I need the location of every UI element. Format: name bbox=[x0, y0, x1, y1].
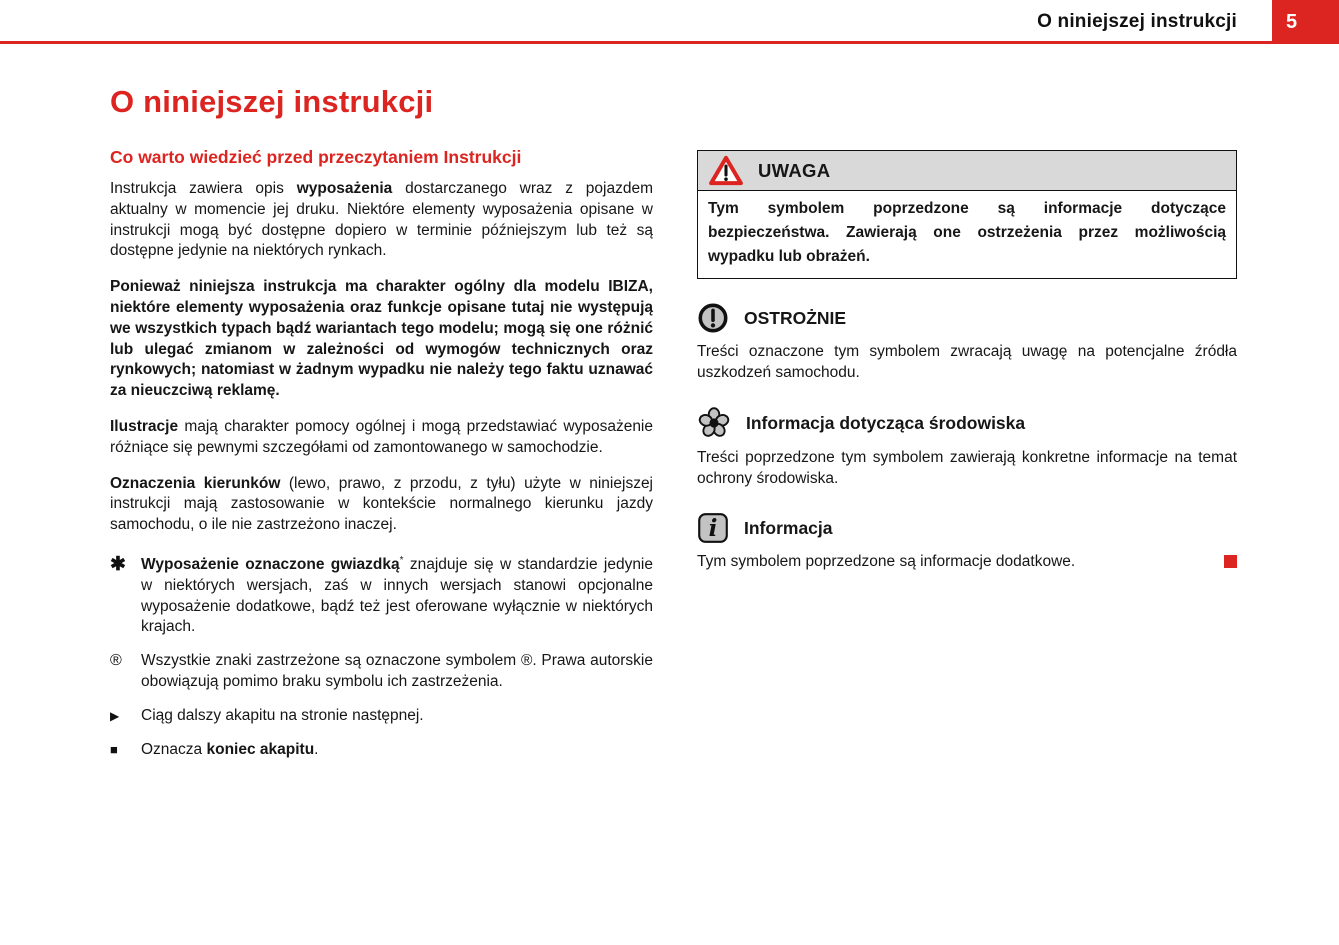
registered-trademark-icon: ® bbox=[110, 652, 122, 670]
page-number: 5 bbox=[1286, 11, 1298, 33]
legend-item-continuation bbox=[110, 706, 653, 727]
bold-term: wyposażenia bbox=[296, 180, 393, 197]
warning-box-header bbox=[698, 151, 1236, 191]
paragraph-text: Instrukcja zawiera opis bbox=[110, 180, 297, 197]
star-symbol-icon: ✱ bbox=[110, 553, 126, 575]
running-header-title: O niniejszej instrukcji bbox=[1037, 11, 1237, 32]
paragraph-text: znajduje się w standardzie jedynie w niektórych wersjach, zaś w innych wersjach stanowi opcjonalne wyposażenie dodatkowe, bądź też jest oferowane wyłącznie w niektórych krajach. bbox=[141, 555, 653, 636]
warning-body: Tym symbolem poprzedzone są informacje dotyczące bezpieczeństwa. Zawierają one ostrzeżenia przez możliwością wypadku lub obrażeń. bbox=[708, 200, 1226, 265]
paragraph-directions bbox=[110, 474, 653, 536]
warning-triangle-icon bbox=[708, 154, 744, 187]
bold-term: Wyposażenie oznaczone gwiazdką bbox=[141, 555, 400, 573]
asterisk-superscript: * bbox=[399, 554, 404, 566]
section-heading: Co warto wiedzieć przed przeczytaniem Instrukcji bbox=[110, 147, 522, 167]
bold-term: Ilustracje bbox=[110, 417, 179, 435]
paragraph-text: (lewo, prawo, z przodu, z tyłu) użyte w niniejszej instrukcji mają zastosowanie w kontekście normalnego kierunku jazdy samochodu, o ile nie zastrzeżono inaczej. bbox=[110, 474, 654, 534]
caution-circle-icon bbox=[697, 302, 729, 334]
legend-text bbox=[141, 740, 653, 761]
environment-section bbox=[697, 406, 1237, 489]
end-square-icon: ■ bbox=[110, 741, 118, 757]
continuation-triangle-icon: ▶ bbox=[110, 708, 120, 723]
left-column bbox=[110, 147, 653, 761]
paragraph-text: mają charakter pomocy ogólnej i mogą przedstawiać wyposażenie różniące się pewnymi szczegółami od zamontowanego w samochodzie. bbox=[110, 417, 653, 456]
paragraph-model-disclaimer: Ponieważ niniejsza instrukcja ma charakter ogólny dla modelu IBIZA, niektóre elementy wyposażenia oraz funkcje opisane tutaj nie występują we wszystkich typach bądź wariantach tego modelu; mogą się one różnić lub ulegać zmianom w zależności od wymogów technicznych oraz rynkowych; natomiast w żadnym wypadku nie należy tego faktu uznawać za nieuczciwą reklamę. bbox=[110, 278, 653, 400]
legend-text: Wszystkie znaki zastrzeżone są oznaczone symbolem ®. Prawa autorskie obowiązują pomimo braku symbolu ich zastrzeżenia. bbox=[141, 652, 653, 690]
info-section bbox=[697, 512, 1237, 572]
caution-body: Treści oznaczone tym symbolem zwracają uwagę na potencjalne źródła uszkodzeń samochodu. bbox=[697, 343, 1237, 381]
page-title: O niniejszej instrukcji bbox=[110, 84, 434, 119]
info-heading bbox=[697, 512, 1237, 544]
info-body bbox=[697, 551, 1237, 572]
bold-term: koniec akapitu bbox=[206, 740, 315, 758]
end-of-chapter-marker bbox=[1224, 555, 1237, 568]
legend-item-star bbox=[110, 555, 653, 638]
legend-item-registered bbox=[110, 651, 653, 693]
paragraph-equipment bbox=[110, 179, 653, 262]
legend-text: Ciąg dalszy akapitu na stronie następnej. bbox=[141, 706, 424, 724]
info-text: Tym symbolem poprzedzone są informacje dodatkowe. bbox=[697, 553, 1076, 570]
bold-term: Oznaczenia kierunków bbox=[110, 474, 281, 492]
info-icon-glyph: i bbox=[708, 515, 718, 542]
paragraph-text: dostarczanego wraz z pojazdem aktualny w momencie jej druku. Niektóre elementy wyposażenia opisane w instrukcji mogą być dostępne dopiero w terminie późniejszym lub też są dostępne jedynie na niektórych rynkach. bbox=[110, 180, 654, 260]
info-square-icon bbox=[697, 512, 729, 544]
environment-body: Treści poprzedzone tym symbolem zawierają konkretne informacje na temat ochrony środowiska. bbox=[697, 449, 1237, 487]
environment-heading bbox=[697, 406, 1237, 440]
paragraph-text: . bbox=[314, 740, 319, 758]
right-column bbox=[697, 150, 1237, 572]
caution-section bbox=[697, 302, 1237, 383]
header-rule bbox=[0, 41, 1339, 44]
legend-text bbox=[141, 555, 653, 638]
warning-title: UWAGA bbox=[758, 159, 831, 181]
symbol-legend bbox=[110, 555, 653, 761]
info-title: Informacja bbox=[744, 517, 833, 538]
paragraph-text: Oznacza bbox=[141, 740, 207, 758]
page-number-badge bbox=[1272, 0, 1339, 41]
caution-title: OSTROŻNIE bbox=[744, 307, 847, 328]
flower-icon bbox=[697, 406, 731, 440]
caution-heading bbox=[697, 302, 1237, 334]
environment-title: Informacja dotycząca środowiska bbox=[746, 412, 1026, 433]
warning-box bbox=[697, 150, 1237, 279]
legend-item-end-of-paragraph bbox=[110, 740, 653, 761]
paragraph-illustrations bbox=[110, 417, 653, 459]
